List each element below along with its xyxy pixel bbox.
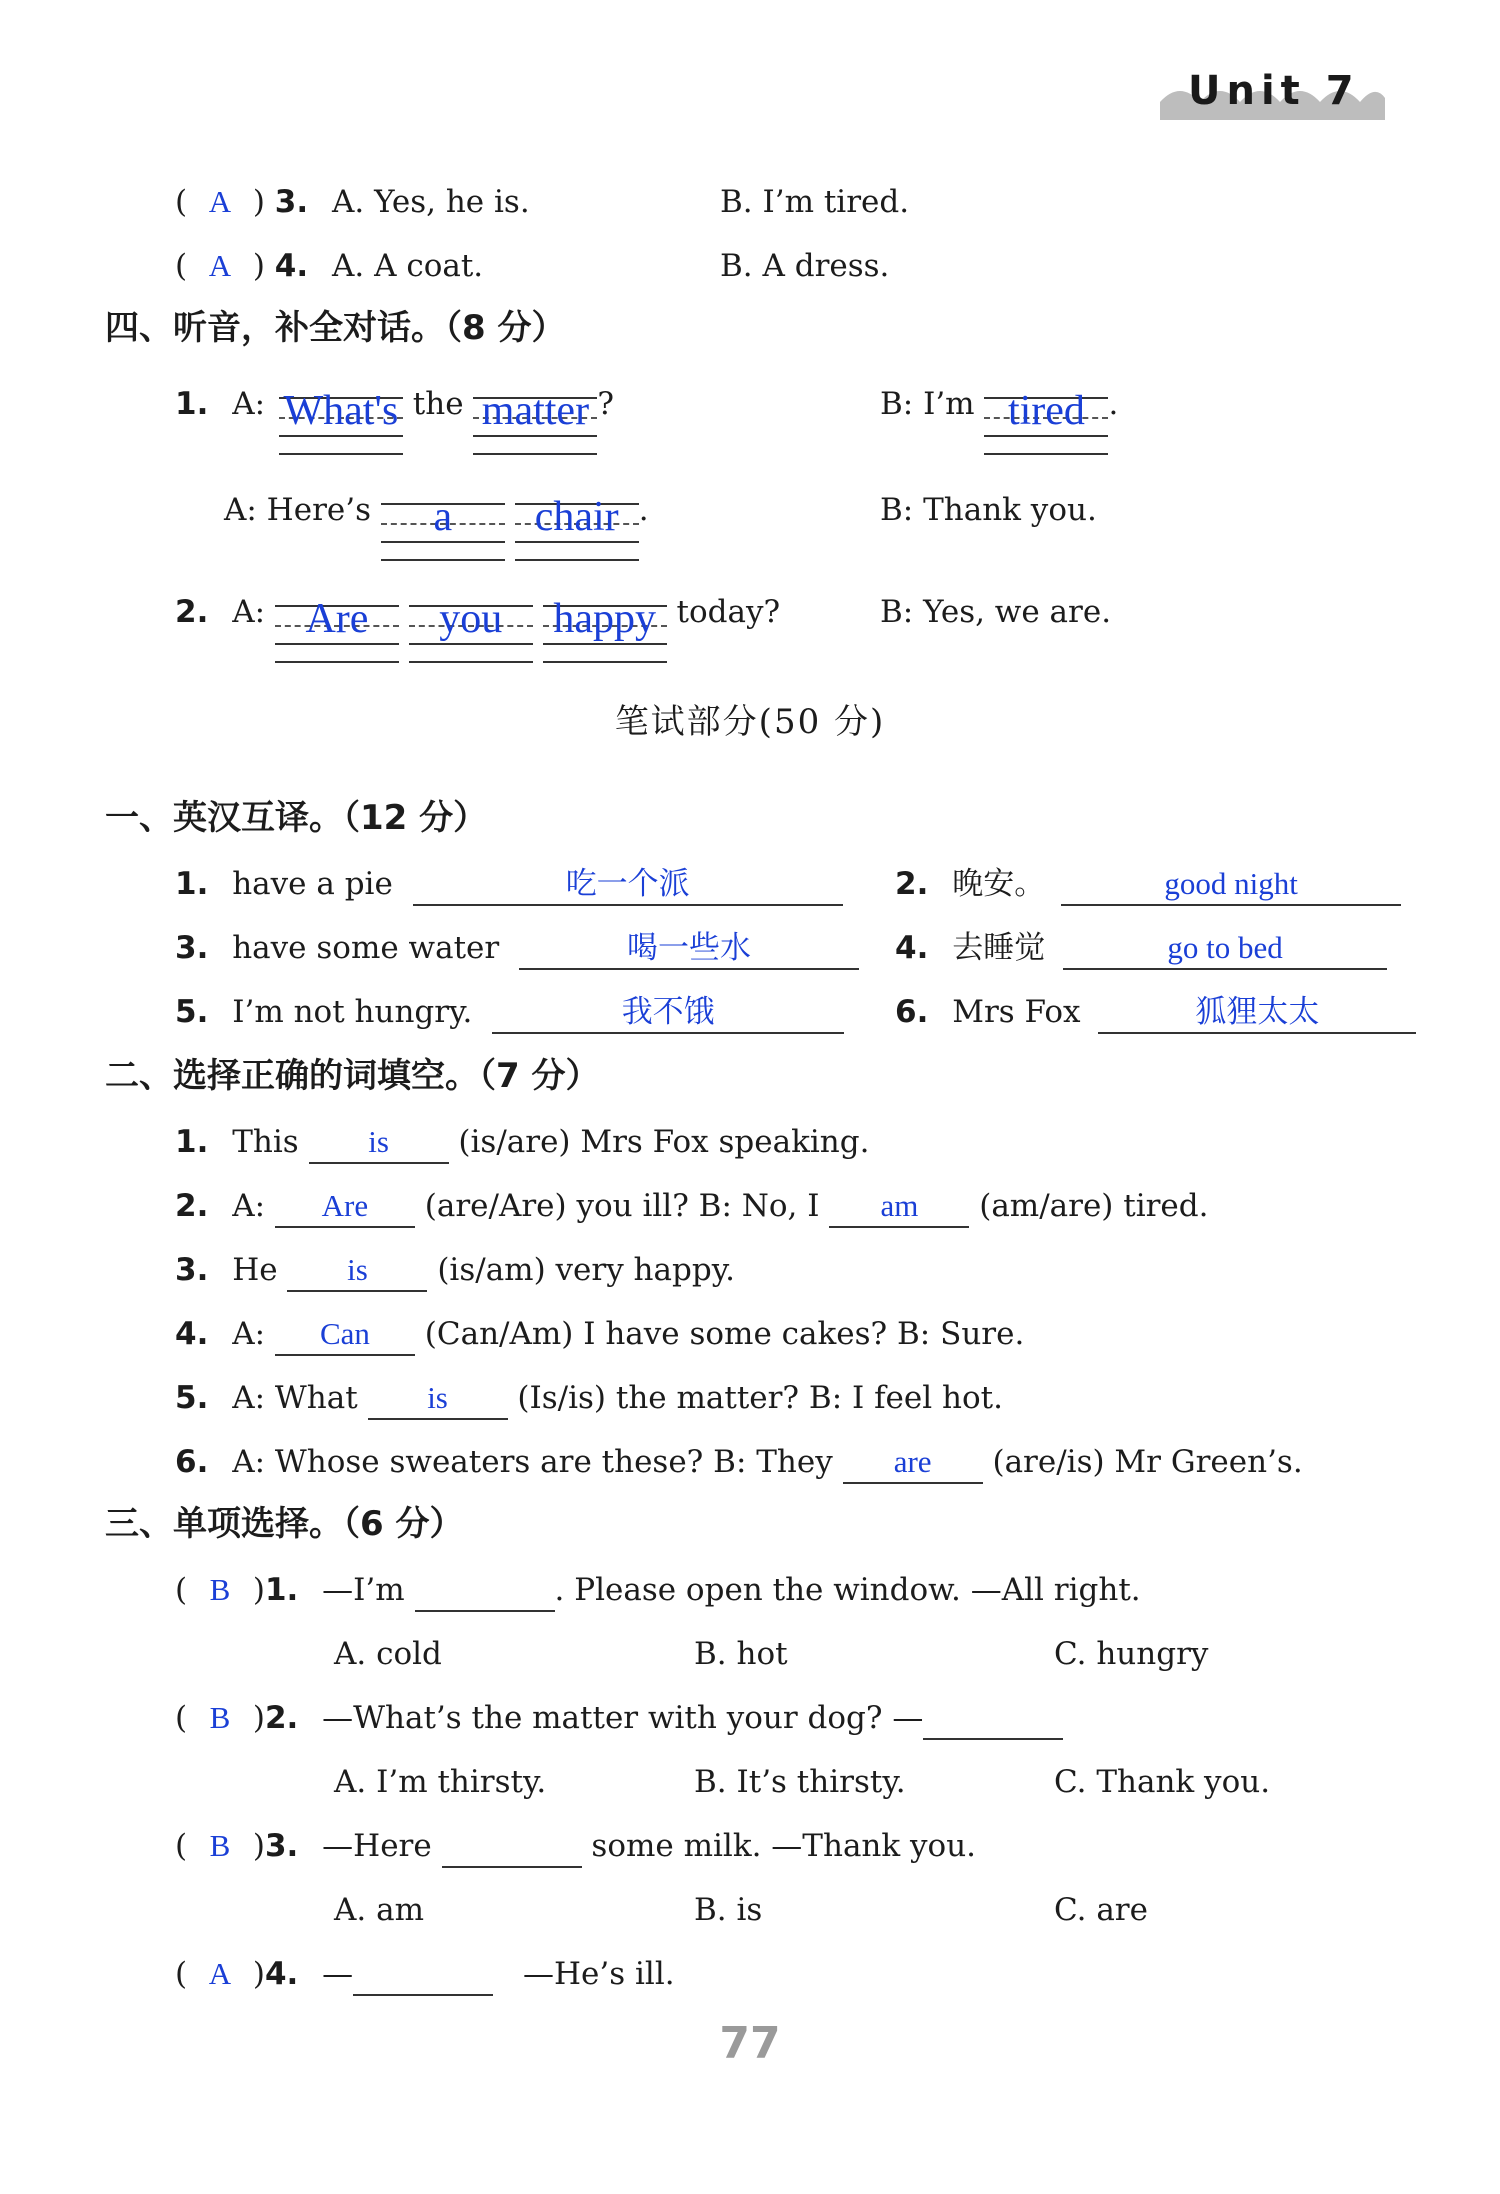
fill-blank: matter	[473, 397, 597, 455]
answer-blank: is	[287, 1250, 427, 1292]
section3-title: 三、单项选择。（6 分）	[105, 1504, 464, 1544]
fill-item-5: 5. A: What is (Is/is) the matter? B: I feel hot.	[175, 1378, 1003, 1420]
option-a: A. cold	[334, 1636, 442, 1672]
unit-badge	[1150, 62, 1390, 126]
option-a: A. I’m thirsty.	[334, 1764, 547, 1800]
translate-item-4: 4. 去睡觉 go to bed	[895, 928, 1387, 970]
choice-item-3: ( B )3. —Here some milk. —Thank you.	[175, 1826, 976, 1868]
answer-blank: 狐狸太太	[1098, 992, 1416, 1034]
translate-item-6: 6. Mrs Fox 狐狸太太	[895, 992, 1416, 1034]
item-number: 4.	[274, 248, 309, 284]
answer-mark: B	[209, 1828, 231, 1863]
option-b: B. I’m tired.	[720, 184, 910, 220]
section2-title: 二、选择正确的词填空。（7 分）	[105, 1056, 600, 1096]
listen-item-4: ( A ) 4.	[175, 248, 309, 284]
answer-blank: are	[843, 1442, 983, 1484]
answer-blank: 吃一个派	[413, 864, 843, 906]
choice-item-4: ( A )4. — —He’s ill.	[175, 1954, 675, 1996]
option-b: B. hot	[694, 1636, 788, 1672]
answer-blank: Are	[275, 1186, 415, 1228]
option-c: C. hungry	[1054, 1636, 1209, 1672]
answer-blank: Can	[275, 1314, 415, 1356]
translate-item-3: 3. have some water 喝一些水	[175, 928, 859, 970]
dialogue1-line-a: 1. A: What's the matter ?	[175, 384, 614, 455]
answer-blank: am	[829, 1186, 969, 1228]
section4-title: 四、听音，补全对话。（8 分）	[105, 308, 566, 348]
answer-mark: B	[209, 1572, 231, 1607]
fill-blank: you	[409, 605, 533, 663]
choice-item-1: ( B )1. —I’m . Please open the window. —All right.	[175, 1570, 1141, 1612]
answer-mark: A	[208, 184, 232, 219]
page-number: 77	[719, 2018, 781, 2069]
option-a: A. A coat.	[332, 248, 484, 284]
fill-item-4: 4. A: Can (Can/Am) I have some cakes? B: Sure.	[175, 1314, 1024, 1356]
dialogue1-line-c: A: Here’s a chair .	[224, 490, 649, 561]
fill-blank: chair	[515, 503, 639, 561]
option-a: A. am	[334, 1892, 424, 1928]
answer-mark: A	[208, 248, 232, 283]
listen-item-3: ( A ) 3.	[175, 184, 309, 220]
section1-title: 一、英汉互译。（12 分）	[105, 798, 488, 838]
written-part-title: 笔试部分(50 分)	[614, 702, 886, 742]
fill-item-3: 3. He is (is/am) very happy.	[175, 1250, 735, 1292]
fill-blank: happy	[543, 605, 667, 663]
option-a: A. Yes, he is.	[332, 184, 530, 220]
fill-item-2: 2. A: Are (are/Are) you ill? B: No, I am (am/are) tired.	[175, 1186, 1208, 1228]
answer-blank	[923, 1698, 1063, 1740]
answer-mark: A	[208, 1956, 232, 1991]
answer-blank	[415, 1570, 555, 1612]
answer-blank: go to bed	[1063, 928, 1387, 970]
answer-blank	[353, 1954, 493, 1996]
fill-item-6: 6. A: Whose sweaters are these? B: They are (are/is) Mr Green’s.	[175, 1442, 1303, 1484]
fill-blank: What's	[279, 397, 403, 455]
answer-blank: is	[309, 1122, 449, 1164]
item-number: 3.	[274, 184, 309, 220]
dialogue2-line-a: 2. A: Are you happy today?	[175, 592, 780, 663]
unit-label: Unit 7	[1188, 68, 1360, 114]
translate-item-5: 5. I’m not hungry. 我不饿	[175, 992, 844, 1034]
dialogue1-line-d: B: Thank you.	[880, 492, 1097, 528]
dialogue1-line-b: B: I’m tired .	[880, 384, 1118, 455]
fill-item-1: 1. This is (is/are) Mrs Fox speaking.	[175, 1122, 869, 1164]
translate-item-1: 1. have a pie 吃一个派	[175, 864, 843, 906]
option-c: C. Thank you.	[1054, 1764, 1271, 1800]
option-c: C. are	[1054, 1892, 1148, 1928]
answer-blank: is	[368, 1378, 508, 1420]
fill-blank: tired	[984, 397, 1108, 455]
fill-blank: a	[381, 503, 505, 561]
translate-item-2: 2. 晚安。 good night	[895, 864, 1401, 906]
answer-blank: 我不饿	[492, 992, 844, 1034]
choice-item-2: ( B )2. —What’s the matter with your dog? —	[175, 1698, 1063, 1740]
answer-blank: 喝一些水	[519, 928, 859, 970]
answer-blank	[442, 1826, 582, 1868]
answer-blank: good night	[1061, 864, 1401, 906]
option-b: B. It’s thirsty.	[694, 1764, 906, 1800]
dialogue2-line-b: B: Yes, we are.	[880, 594, 1112, 630]
option-b: B. is	[694, 1892, 763, 1928]
option-b: B. A dress.	[720, 248, 890, 284]
answer-mark: B	[209, 1700, 231, 1735]
fill-blank: Are	[275, 605, 399, 663]
